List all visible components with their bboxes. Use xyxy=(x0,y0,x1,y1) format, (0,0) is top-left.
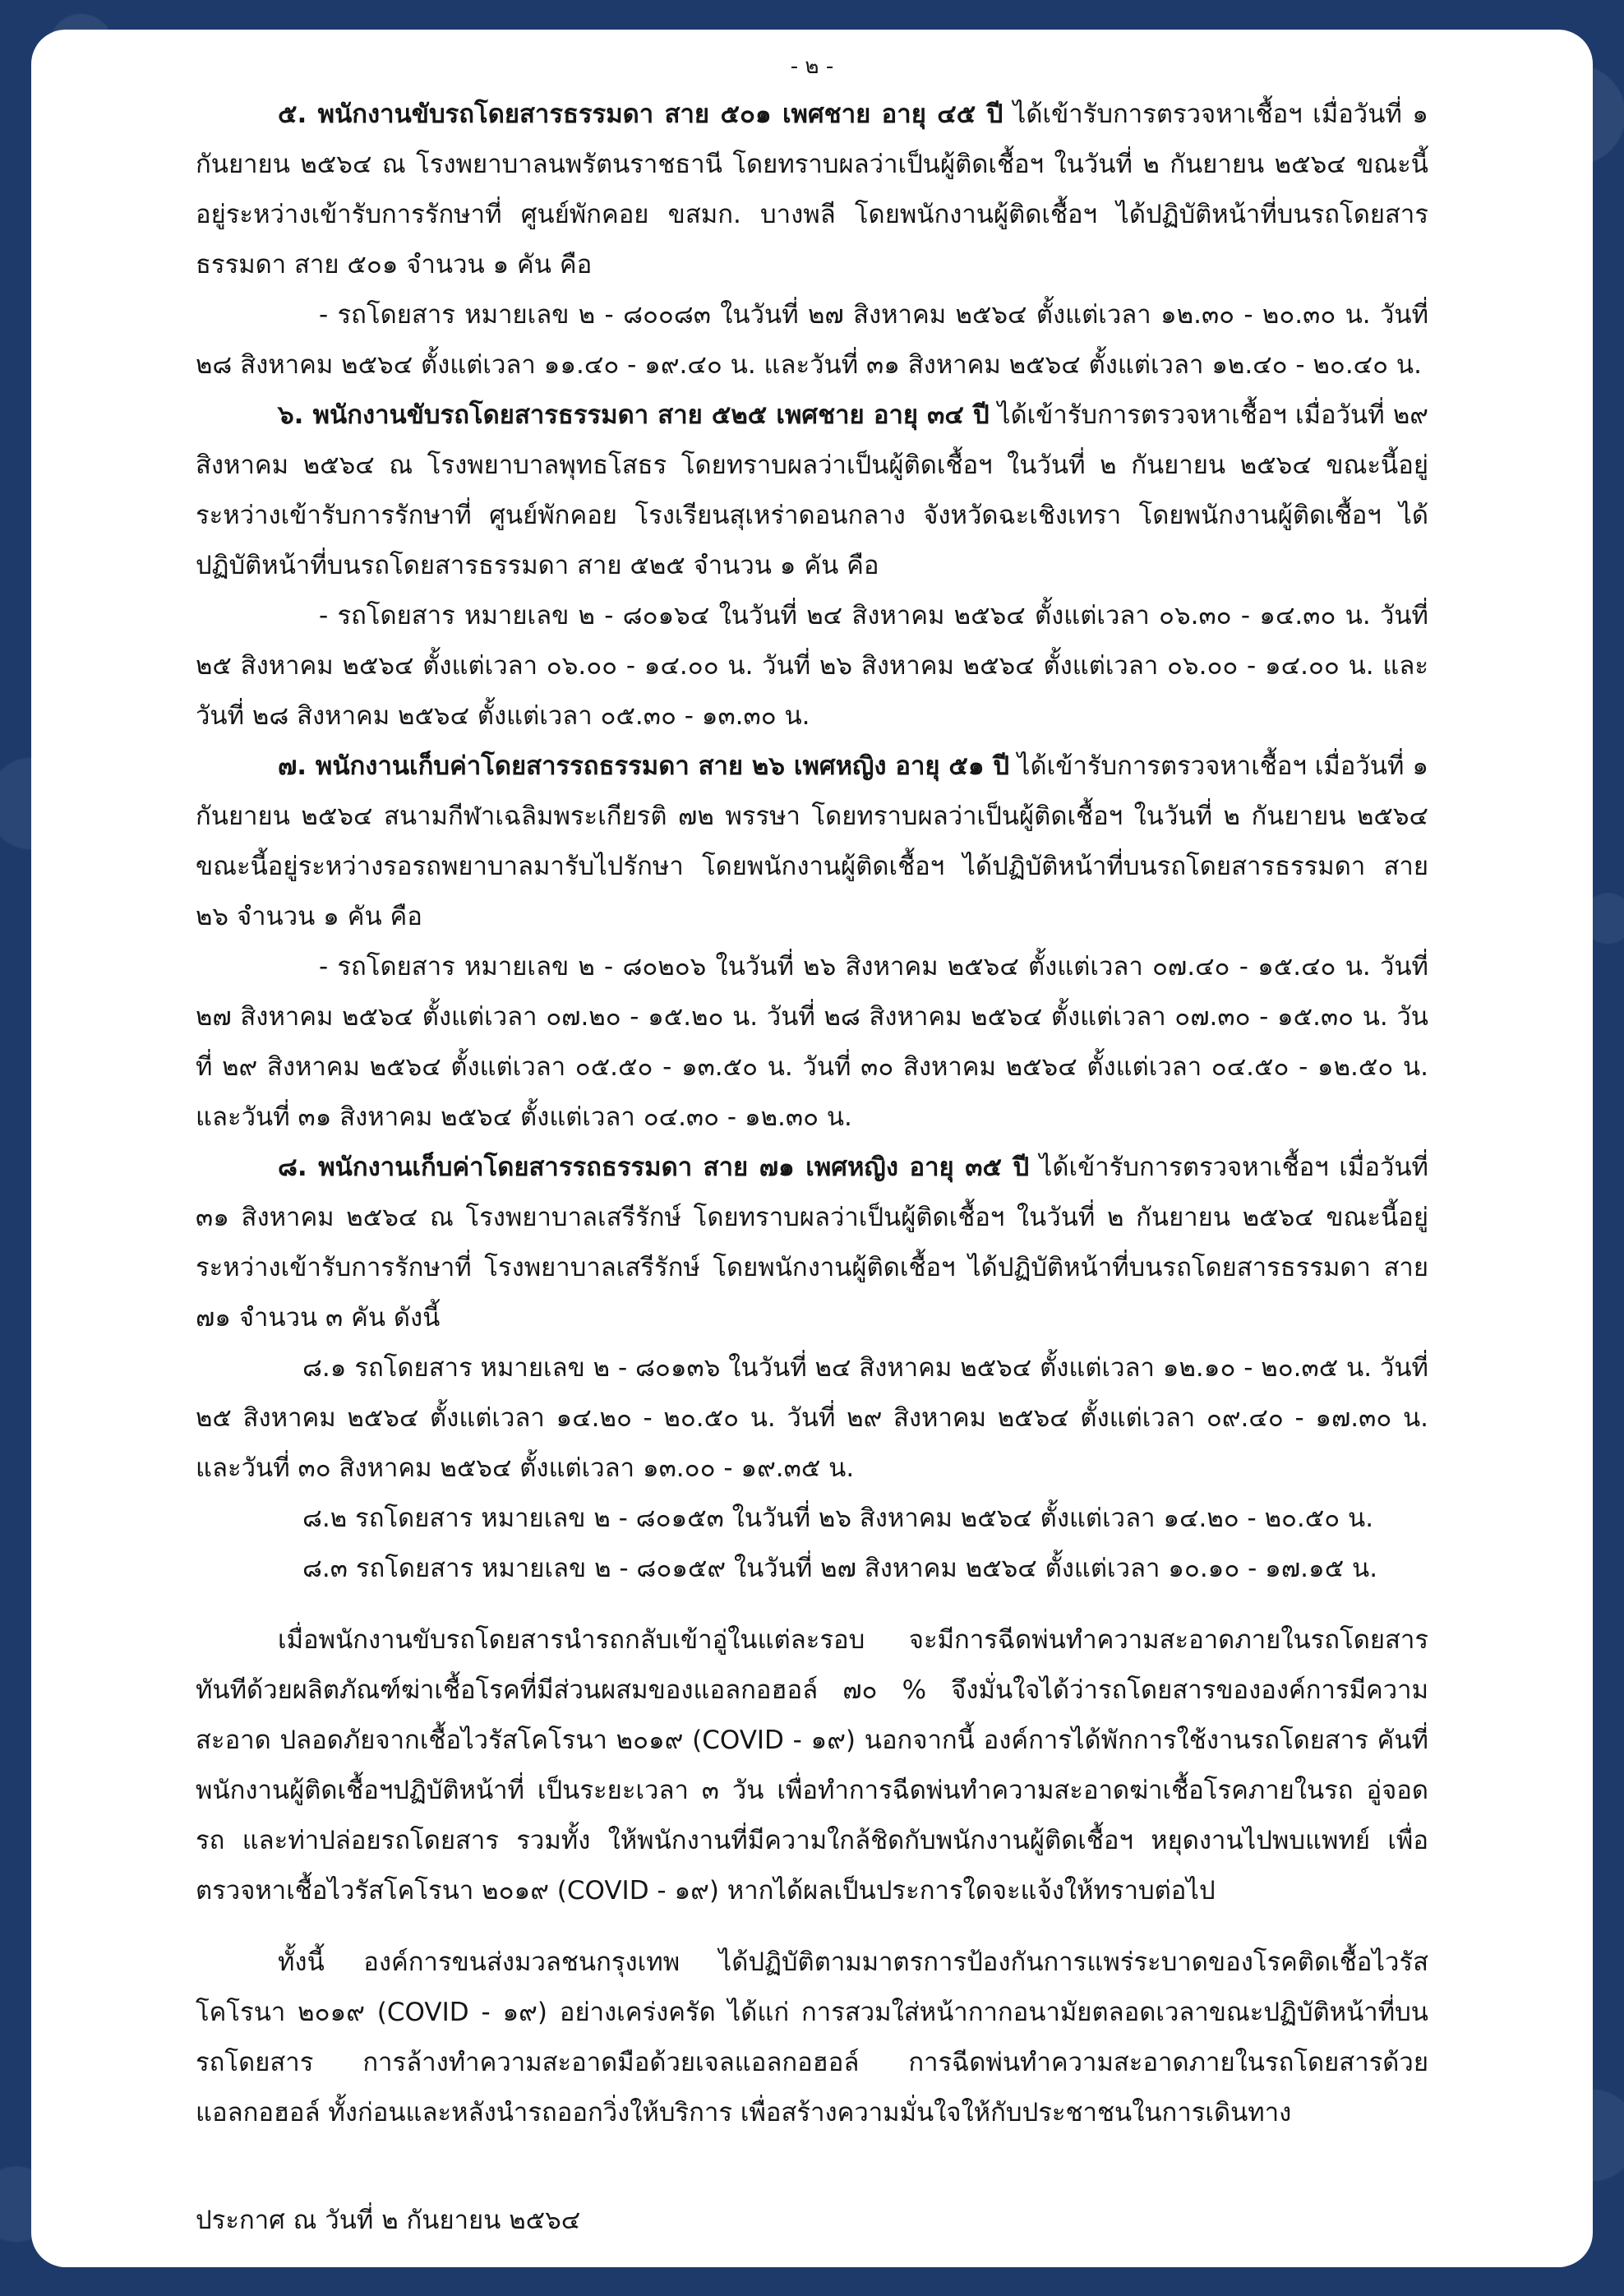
case-6-paragraph xyxy=(196,390,1428,591)
case-8-bus-1: ๘.๑ รถโดยสาร หมายเลข ๒ - ๘๐๑๓๖ ในวันที่ ๒๔ สิงหาคม ๒๕๖๔ ตั้งแต่เวลา ๑๒.๑๐ - ๒๐.๓๕ น. วันที่ ๒๕ สิงหาคม ๒๕๖๔ ตั้งแต่เวลา ๑๔.๒๐ - ๒๐.๕๐ น. วันที่ ๒๙ สิงหาคม ๒๕๖๔ ตั้งแต่เวลา ๐๙.๔๐ - ๑๗.๓๐ น. และวันที่ ๓๐ สิงหาคม ๒๕๖๔ ตั้งแต่เวลา ๑๓.๐๐ - ๑๙.๓๕ น. xyxy=(196,1353,1428,1483)
document-page xyxy=(31,30,1593,2267)
case-7-text: ได้เข้ารับการตรวจหาเชื้อฯ เมื่อวันที่ ๑ กันยายน ๒๕๖๔ สนามกีฬาเฉลิมพระเกียรติ ๗๒ พรรษา โดยทราบผลว่าเป็นผู้ติดเชื้อฯ ในวันที่ ๒ กันยายน ๒๕๖๔ ขณะนี้อยู่ระหว่างรอรถพยาบาลมารับไปรักษา โดยพนักงานผู้ติดเชื้อฯ ได้ปฏิบัติหน้าที่บนรถโดยสารธรรมดา สาย ๒๖ จำนวน ๑ คัน คือ xyxy=(196,751,1429,931)
case-6-heading: ๖. พนักงานขับรถโดยสารธรรมดา สาย ๕๒๕ เพศชาย อายุ ๓๔ ปี xyxy=(278,400,990,430)
case-5-text: ได้เข้ารับการตรวจหาเชื้อฯ เมื่อวันที่ ๑ กันยายน ๒๕๖๔ ณ โรงพยาบาลนพรัตนราชธานี โดยทราบผลว่าเป็นผู้ติดเชื้อฯ ในวันที่ ๒ กันยายน ๒๕๖๔ ขณะนี้อยู่ระหว่างเข้ารับการรักษาที่ ศูนย์พักคอย ขสมก. บางพลี โดยพนักงานผู้ติดเชื้อฯ ได้ปฏิบัติหน้าที่บนรถโดยสารธรรมดา สาย ๕๐๑ จำนวน ๑ คัน คือ xyxy=(196,99,1428,279)
case-6-text: ได้เข้ารับการตรวจหาเชื้อฯ เมื่อวันที่ ๒๙ สิงหาคม ๒๕๖๔ ณ โรงพยาบาลพุทธโสธร โดยทราบผลว่าเป็นผู้ติดเชื้อฯ ในวันที่ ๒ กันยายน ๒๕๖๔ ขณะนี้อยู่ระหว่างเข้ารับการรักษาที่ ศูนย์พักคอย โรงเรียนสุเหร่าดอนกลาง จังหวัดฉะเชิงเทรา โดยพนักงานผู้ติดเชื้อฯ ได้ปฏิบัติหน้าที่บนรถโดยสารธรรมดา สาย ๕๒๕ จำนวน ๑ คัน คือ xyxy=(196,400,1429,580)
case-5-heading: ๕. พนักงานขับรถโดยสารธรรมดา สาย ๕๐๑ เพศชาย อายุ ๔๕ ปี xyxy=(278,99,1003,129)
case-6-bus: - รถโดยสาร หมายเลข ๒ - ๘๐๑๖๔ ในวันที่ ๒๔ สิงหาคม ๒๕๖๔ ตั้งแต่เวลา ๐๖.๓๐ - ๑๔.๓๐ น. วันที่ ๒๕ สิงหาคม ๒๕๖๔ ตั้งแต่เวลา ๐๖.๐๐ - ๑๔.๐๐ น. วันที่ ๒๖ สิงหาคม ๒๕๖๔ ตั้งแต่เวลา ๐๖.๐๐ - ๑๔.๐๐ น. และวันที่ ๒๘ สิงหาคม ๒๕๖๔ ตั้งแต่เวลา ๐๕.๓๐ - ๑๓.๓๐ น. xyxy=(196,601,1428,731)
case-7-paragraph xyxy=(196,741,1428,942)
case-8-heading: ๘. พนักงานเก็บค่าโดยสารรถธรรมดา สาย ๗๑ เพศหญิง อายุ ๓๕ ปี xyxy=(278,1153,1030,1182)
page-number: - ๒ - xyxy=(790,54,834,79)
case-8-bus-2: ๘.๒ รถโดยสาร หมายเลข ๒ - ๘๐๑๕๓ ในวันที่ ๒๖ สิงหาคม ๒๕๖๔ ตั้งแต่เวลา ๑๔.๒๐ - ๒๐.๕๐ น. xyxy=(302,1504,1374,1533)
case-5-bus: - รถโดยสาร หมายเลข ๒ - ๘๐๐๘๓ ในวันที่ ๒๗ สิงหาคม ๒๕๖๔ ตั้งแต่เวลา ๑๒.๓๐ - ๒๐.๓๐ น. วันที่ ๒๘ สิงหาคม ๒๕๖๔ ตั้งแต่เวลา ๑๑.๔๐ - ๑๙.๔๐ น. และวันที่ ๓๑ สิงหาคม ๒๕๖๔ ตั้งแต่เวลา ๑๒.๔๐ - ๒๐.๔๐ น. xyxy=(196,300,1428,380)
spacer xyxy=(196,1594,1428,1615)
announcement-date: ประกาศ ณ วันที่ ๒ กันยายน ๒๕๖๔ xyxy=(196,2206,581,2235)
cleaning-paragraph: เมื่อพนักงานขับรถโดยสารนำรถกลับเข้าอู่ในแต่ละรอบ จะมีการฉีดพ่นทำความสะอาดภายในรถโดยสารทันทีด้วยผลิตภัณฑ์ฆ่าเชื้อโรคที่มีส่วนผสมของแอลกอฮอล์ ๗๐ % จึงมั่นใจได้ว่ารถโดยสารขององค์การมีความสะอาด ปลอดภัยจากเชื้อไวรัสโคโรนา ๒๐๑๙ (COVID - ๑๙) นอกจากนี้ องค์การได้พักการใช้งานรถโดยสาร คันที่พนักงานผู้ติดเชื้อฯปฏิบัติหน้าที่ เป็นระยะเวลา ๓ วัน เพื่อทำการฉีดพ่นทำความสะอาดฆ่าเชื้อโรคภายในรถ อู่จอดรถ และท่าปล่อยรถโดยสาร รวมทั้ง ให้พนักงานที่มีความใกล้ชิดกับพนักงานผู้ติดเชื้อฯ หยุดงานไปพบแพทย์ เพื่อตรวจหาเชื้อไวรัสโคโรนา ๒๐๑๙ (COVID - ๑๙) หากได้ผลเป็นประการใดจะแจ้งให้ทราบต่อไป xyxy=(196,1625,1428,1906)
document-body xyxy=(196,90,1428,2246)
case-7-heading: ๗. พนักงานเก็บค่าโดยสารรถธรรมดา สาย ๒๖ เพศหญิง อายุ ๕๑ ปี xyxy=(278,751,1010,781)
case-5-paragraph xyxy=(196,90,1428,290)
measures-paragraph: ทั้งนี้ องค์การขนส่งมวลชนกรุงเทพ ได้ปฏิบัติตามมาตรการป้องกันการแพร่ระบาดของโรคติดเชื้อไวรัสโคโรนา ๒๐๑๙ (COVID - ๑๙) อย่างเคร่งครัด ได้แก่ การสวมใส่หน้ากากอนามัยตลอดเวลาขณะปฏิบัติหน้าที่บนรถโดยสาร การล้างทำความสะอาดมือด้วยเจลแอลกอฮอล์ การฉีดพ่นทำความสะอาดภายในรถโดยสารด้วยแอลกอฮอล์ ทั้งก่อนและหลังนำรถออกวิ่งให้บริการ เพื่อสร้างความมั่นใจให้กับประชาชนในการเดินทาง xyxy=(196,1947,1428,2127)
case-8-bus-3: ๘.๓ รถโดยสาร หมายเลข ๒ - ๘๐๑๕๙ ในวันที่ ๒๗ สิงหาคม ๒๕๖๔ ตั้งแต่เวลา ๑๐.๑๐ - ๑๗.๑๕ น. xyxy=(302,1554,1378,1583)
case-8-text: ได้เข้ารับการตรวจหาเชื้อฯ เมื่อวันที่ ๓๑ สิงหาคม ๒๕๖๔ ณ โรงพยาบาลเสรีรักษ์ โดยทราบผลว่าเป็นผู้ติดเชื้อฯ ในวันที่ ๒ กันยายน ๒๕๖๔ ขณะนี้อยู่ระหว่างเข้ารับการรักษาที่ โรงพยาบาลเสรีรักษ์ โดยพนักงานผู้ติดเชื้อฯ ได้ปฏิบัติหน้าที่บนรถโดยสารธรรมดา สาย ๗๑ จำนวน ๓ คัน ดังนี้ xyxy=(196,1153,1428,1333)
case-8-paragraph xyxy=(196,1143,1428,1343)
case-7-bus: - รถโดยสาร หมายเลข ๒ - ๘๐๒๐๖ ในวันที่ ๒๖ สิงหาคม ๒๕๖๔ ตั้งแต่เวลา ๐๗.๔๐ - ๑๕.๔๐ น. วันที่ ๒๗ สิงหาคม ๒๕๖๔ ตั้งแต่เวลา ๐๗.๒๐ - ๑๕.๒๐ น. วันที่ ๒๘ สิงหาคม ๒๕๖๔ ตั้งแต่เวลา ๐๗.๓๐ - ๑๕.๓๐ น. วันที่ ๒๙ สิงหาคม ๒๕๖๔ ตั้งแต่เวลา ๐๕.๕๐ - ๑๓.๕๐ น. วันที่ ๓๐ สิงหาคม ๒๕๖๔ ตั้งแต่เวลา ๐๔.๕๐ - ๑๒.๕๐ น. และวันที่ ๓๑ สิงหาคม ๒๕๖๔ ตั้งแต่เวลา ๐๔.๓๐ - ๑๒.๓๐ น. xyxy=(196,952,1428,1132)
spacer xyxy=(196,1916,1428,1938)
